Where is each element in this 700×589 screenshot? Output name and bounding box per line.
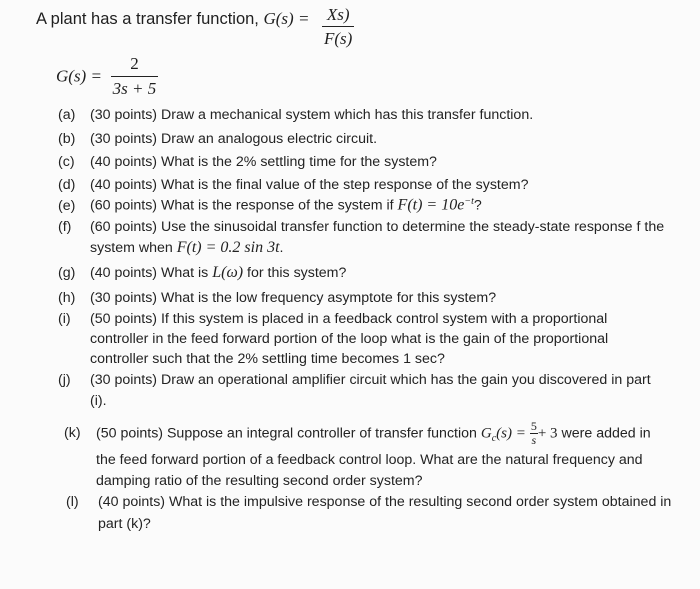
- question-label: (a): [58, 107, 76, 123]
- question-text: the feed forward portion of a feedback control loop. What are the natural frequency and: [96, 452, 643, 468]
- question-label: (d): [58, 177, 76, 193]
- question-text: system when: [90, 240, 173, 256]
- question-d: [58, 177, 528, 193]
- question-g: [58, 264, 346, 282]
- g2-denominator: 3s + 5: [111, 76, 159, 99]
- problem-intro: [36, 9, 309, 29]
- exponent: −t: [464, 196, 474, 207]
- transfer-function-fraction: [322, 5, 354, 49]
- controller-denominator: s: [531, 433, 537, 447]
- question-c: [58, 154, 437, 170]
- question-text: (40 points) What is the 2% settling time for the system?: [90, 154, 437, 170]
- log-magnitude: L(ω): [212, 264, 244, 281]
- question-text: controller such that the 2% settling time becomes 1 sec?: [90, 351, 445, 367]
- question-label: (b): [58, 131, 76, 147]
- question-k-line2: [96, 452, 643, 468]
- question-i: [58, 311, 607, 327]
- question-label: (e): [58, 197, 76, 214]
- question-text: (30 points) Draw a mechanical system which has this transfer function.: [90, 107, 534, 123]
- tf-numerator: Xs): [326, 5, 350, 24]
- question-k: [64, 420, 651, 447]
- question-k-line3: [96, 473, 423, 489]
- question-label: (j): [58, 372, 71, 388]
- question-e: [58, 196, 482, 215]
- controller-mid: (s) =: [496, 425, 526, 442]
- question-l-line2: [98, 516, 151, 532]
- question-end: .: [279, 240, 284, 256]
- question-text: controller in the feed forward portion of the loop what is the gain of the proportional: [90, 331, 609, 347]
- question-b: [58, 131, 377, 147]
- question-a: [58, 107, 533, 123]
- question-j: [58, 372, 651, 388]
- question-i-line3: [90, 351, 445, 367]
- question-text: (40 points) What is the final value of the step response of the system?: [90, 177, 529, 193]
- question-l: [66, 494, 671, 510]
- question-label: (k): [64, 425, 81, 442]
- question-text: (50 points) If this system is placed in a feedback control system with a proportional: [90, 311, 608, 327]
- question-text: (i).: [90, 393, 107, 409]
- question-text: (50 points) Suppose an integral controller of transfer function: [96, 425, 477, 442]
- question-text: (60 points) What is the response of the system if: [90, 197, 394, 214]
- question-text: damping ratio of the resulting second order system?: [96, 473, 423, 489]
- question-f: [58, 219, 664, 235]
- question-text-after: for this system?: [247, 265, 347, 281]
- forcing-function: F(t) = 10e: [397, 196, 465, 214]
- question-text: (40 points) What is: [90, 265, 209, 281]
- question-text: (30 points) What is the low frequency asymptote for this system?: [90, 290, 497, 306]
- question-label: (g): [58, 265, 76, 281]
- controller-subscript: c: [491, 433, 497, 445]
- question-h: [58, 290, 496, 306]
- controller-numerator: 5: [530, 419, 537, 433]
- question-label: (h): [58, 290, 76, 306]
- question-text-after: were added in: [561, 425, 651, 442]
- intro-text: A plant has a transfer function,: [36, 10, 259, 28]
- question-text: (30 points) Draw an analogous electric circuit.: [90, 131, 378, 147]
- question-j-line2: [90, 393, 107, 409]
- question-text: part (k)?: [98, 516, 151, 532]
- g2-lhs: G(s) =: [56, 66, 102, 86]
- controller-tail: + 3: [537, 425, 558, 442]
- question-label: (f): [58, 219, 72, 235]
- question-label: (l): [66, 494, 79, 510]
- sinusoidal-input: F(t) = 0.2 sin 3t: [176, 239, 280, 256]
- question-f-line2: [90, 239, 284, 257]
- transfer-function-definition: [56, 54, 158, 99]
- question-i-line2: [90, 331, 608, 347]
- controller-lhs: G: [480, 425, 492, 442]
- question-text: (30 points) Draw an operational amplifier circuit which has the gain you discovered in part: [90, 372, 651, 388]
- question-text: (60 points) Use the sinusoidal transfer function to determine the steady-state response f the: [90, 219, 665, 235]
- g2-numerator: 2: [130, 54, 139, 73]
- question-label: (c): [58, 154, 75, 170]
- question-label: (i): [58, 311, 71, 327]
- tf-denominator: F(s): [322, 26, 354, 49]
- question-text: (40 points) What is the impulsive response of the resulting second order system obtained in: [98, 494, 672, 510]
- g-lhs: G(s) =: [263, 9, 310, 28]
- question-end: ?: [473, 197, 482, 214]
